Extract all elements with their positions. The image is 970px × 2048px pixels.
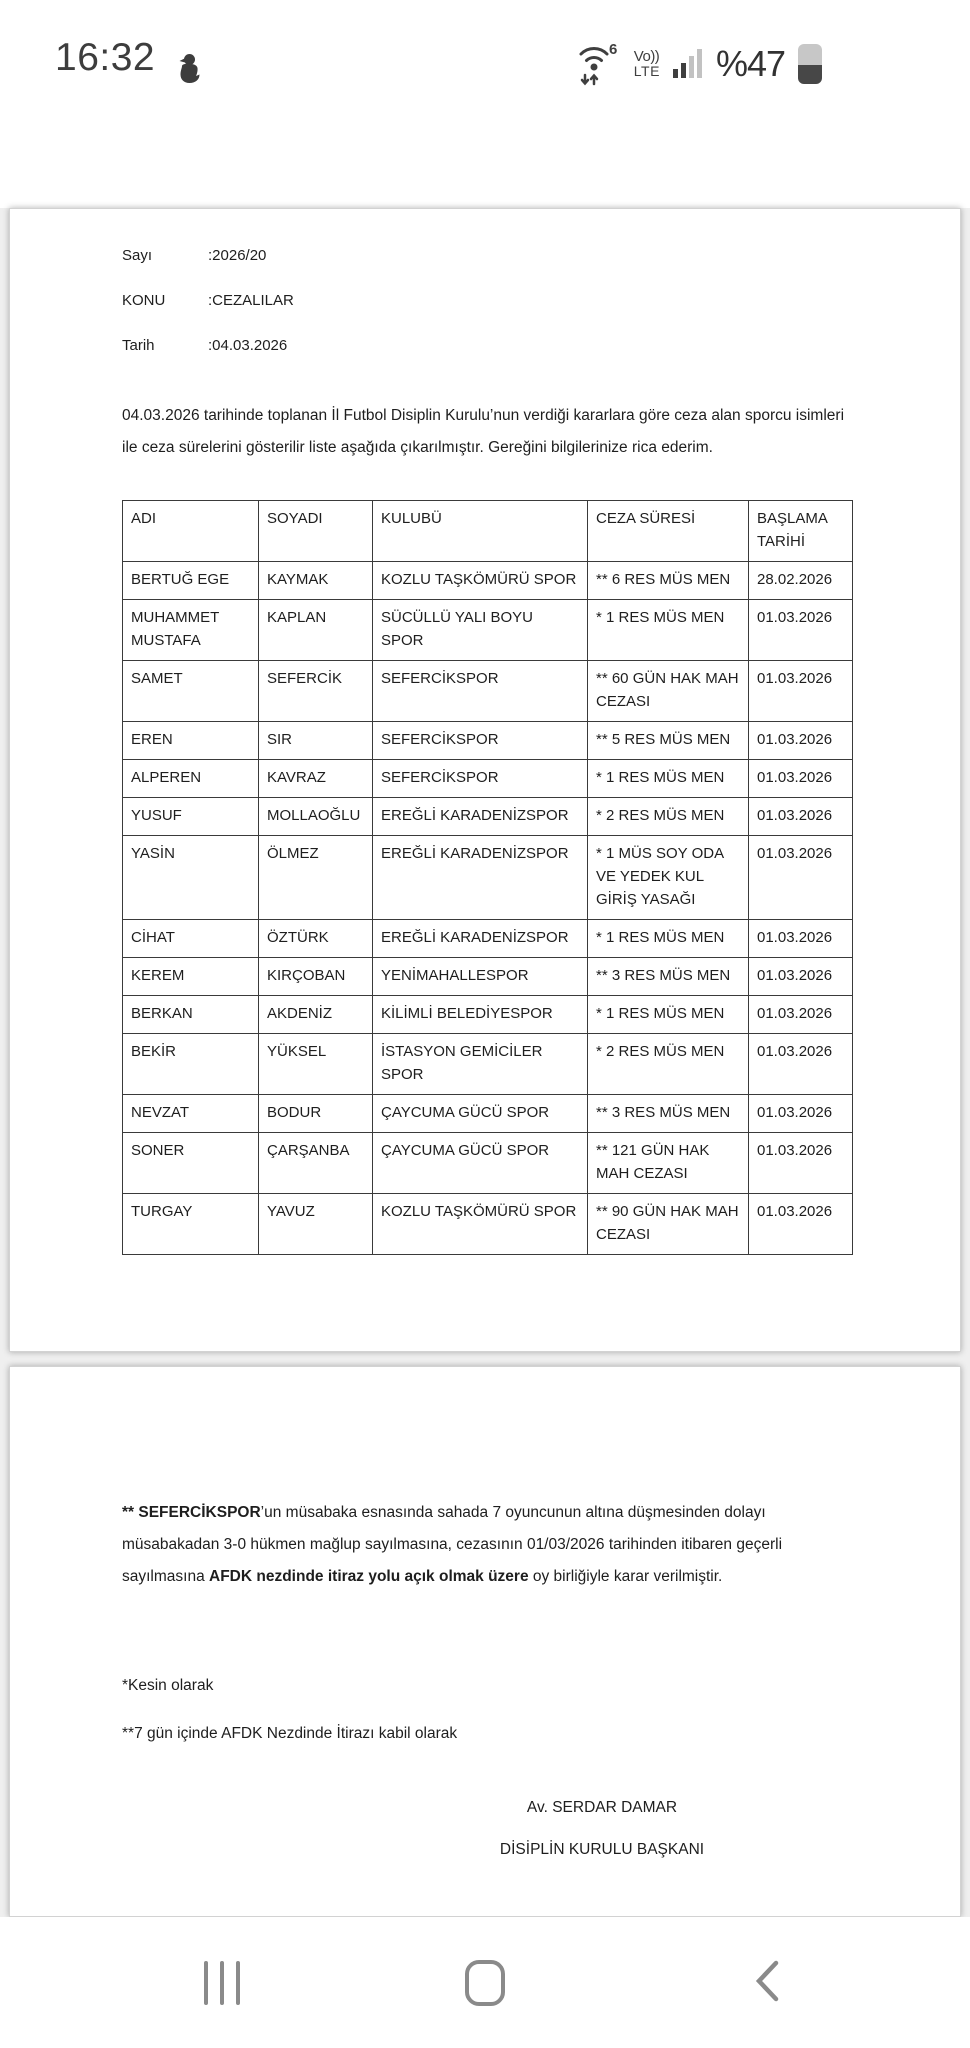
table-cell: * 2 RES MÜS MEN <box>588 798 749 836</box>
table-row <box>123 661 853 722</box>
table-cell: KEREM <box>123 958 259 996</box>
table-cell: BERKAN <box>123 996 259 1034</box>
signature-block <box>422 1799 782 1859</box>
table-row <box>123 1034 853 1095</box>
home-icon <box>465 1960 505 2006</box>
meta-row-konu <box>122 278 856 323</box>
table-cell: İSTASYON GEMİCİLER SPOR <box>373 1034 588 1095</box>
table-cell: BODUR <box>259 1095 373 1133</box>
table-cell: 01.03.2026 <box>749 661 853 722</box>
svg-text:6: 6 <box>608 40 618 58</box>
intro-paragraph: 04.03.2026 tarihinde toplanan İl Futbol Disiplin Kurulu’nun verdiği kararlara göre ceza alan sporcu isimleri ile ceza sürelerini gösterilir liste aşağıda çıkarılmıştır. Gereğini bilgilerinize rica ederim. <box>122 407 845 456</box>
table-cell: SAMET <box>123 661 259 722</box>
note-text-1: ’un müsabaka esnasında sahada 7 oyuncunun altına düşmesinden dolayı müsabakadan 3-0 hükmen mağlup sayılmasına, cezasının 01/03/2026 tarihinden itibaren geçerli sayılmasına <box>122 1504 783 1585</box>
table-cell: KAYMAK <box>259 562 373 600</box>
table-cell: 01.03.2026 <box>749 1194 853 1255</box>
table-header-row <box>123 501 853 562</box>
meta-label: KONU <box>122 292 166 309</box>
table-cell: YENİMAHALLESPOR <box>373 958 588 996</box>
table-row <box>123 836 853 920</box>
table-cell: 01.03.2026 <box>749 1133 853 1194</box>
signature-name: Av. SERDAR DAMAR <box>526 1799 678 1816</box>
table-row <box>123 958 853 996</box>
table-cell: ÇAYCUMA GÜCÜ SPOR <box>373 1095 588 1133</box>
meta-value: :CEZALILAR <box>208 292 294 309</box>
table-cell: MOLLAOĞLU <box>259 798 373 836</box>
table-cell: 01.03.2026 <box>749 798 853 836</box>
table-cell: ** 3 RES MÜS MEN <box>588 958 749 996</box>
col-header-kulubu: KULUBÜ <box>373 501 588 562</box>
table-cell: ** 90 GÜN HAK MAH CEZASI <box>588 1194 749 1255</box>
table-cell: SEFERCİK <box>259 661 373 722</box>
note-text-2: oy birliğiyle karar verilmiştir. <box>528 1568 723 1585</box>
table-cell: TURGAY <box>123 1194 259 1255</box>
back-button[interactable] <box>739 1955 795 2011</box>
meta-value: :04.03.2026 <box>208 337 288 354</box>
battery-icon <box>798 44 822 84</box>
table-row <box>123 1133 853 1194</box>
table-cell: KİLİMLİ BELEDİYESPOR <box>373 996 588 1034</box>
table-cell: SEFERCİKSPOR <box>373 661 588 722</box>
table-cell: 01.03.2026 <box>749 1095 853 1133</box>
table-cell: SEFERCİKSPOR <box>373 760 588 798</box>
table-row <box>123 760 853 798</box>
recents-button[interactable] <box>194 1955 250 2011</box>
status-bar <box>0 0 970 110</box>
col-header-adi: ADI <box>123 501 259 562</box>
table-cell: 01.03.2026 <box>749 1034 853 1095</box>
meta-label: Sayı <box>122 247 153 264</box>
duck-notification-icon <box>176 52 202 89</box>
signature-title: DİSİPLİN KURULU BAŞKANI <box>499 1841 705 1858</box>
table-cell: BEKİR <box>123 1034 259 1095</box>
table-cell: KAPLAN <box>259 600 373 661</box>
home-button[interactable] <box>457 1955 513 2011</box>
table-cell: KOZLU TAŞKÖMÜRÜ SPOR <box>373 1194 588 1255</box>
wifi6-icon <box>577 38 621 91</box>
document-page-2 <box>9 1366 961 1917</box>
pdf-viewer[interactable] <box>0 208 970 1917</box>
battery-percent: %47 <box>715 43 785 84</box>
meta-row-tarih <box>122 323 856 368</box>
note-bold-club: ** SEFERCİKSPOR <box>122 1504 261 1521</box>
table-cell: MUHAMMET MUSTAFA <box>123 600 259 661</box>
table-cell: EREĞLİ KARADENİZSPOR <box>373 836 588 920</box>
table-cell: EREN <box>123 722 259 760</box>
document-meta <box>122 233 856 368</box>
recents-icon <box>204 1961 240 2005</box>
penalty-table <box>122 500 853 1255</box>
table-cell: SIR <box>259 722 373 760</box>
table-cell: 01.03.2026 <box>749 600 853 661</box>
table-cell: * 1 RES MÜS MEN <box>588 760 749 798</box>
meta-value: :2026/20 <box>208 247 267 264</box>
table-cell: 01.03.2026 <box>749 996 853 1034</box>
table-cell: ** 5 RES MÜS MEN <box>588 722 749 760</box>
decision-note <box>122 1497 856 1593</box>
table-cell: ** 3 RES MÜS MEN <box>588 1095 749 1133</box>
table-cell: ** 60 GÜN HAK MAH CEZASI <box>588 661 749 722</box>
meta-row-sayi <box>122 233 856 278</box>
note-bold-afdk: AFDK nezdinde itiraz yolu açık olmak üzere <box>209 1568 529 1585</box>
meta-label: Tarih <box>122 337 155 354</box>
table-cell: EREĞLİ KARADENİZSPOR <box>373 920 588 958</box>
back-icon <box>753 1957 781 2010</box>
col-header-ceza-suresi: CEZA SÜRESİ <box>588 501 749 562</box>
table-cell: * 1 RES MÜS MEN <box>588 996 749 1034</box>
table-cell: KAVRAZ <box>259 760 373 798</box>
table-cell: * 1 RES MÜS MEN <box>588 920 749 958</box>
table-cell: * 1 RES MÜS MEN <box>588 600 749 661</box>
table-cell: KOZLU TAŞKÖMÜRÜ SPOR <box>373 562 588 600</box>
table-cell: ÇAYCUMA GÜCÜ SPOR <box>373 1133 588 1194</box>
table-cell: * 1 MÜS SOY ODA VE YEDEK KUL GİRİŞ YASAĞI <box>588 836 749 920</box>
table-cell: ÖLMEZ <box>259 836 373 920</box>
navigation-bar <box>0 1917 970 2048</box>
table-row <box>123 1194 853 1255</box>
table-cell: SEFERCİKSPOR <box>373 722 588 760</box>
table-cell: ÖZTÜRK <box>259 920 373 958</box>
table-cell: KIRÇOBAN <box>259 958 373 996</box>
col-header-baslama-tarihi: BAŞLAMA TARİHİ <box>749 501 853 562</box>
table-cell: ALPEREN <box>123 760 259 798</box>
document-page-1 <box>9 208 961 1352</box>
table-cell: * 2 RES MÜS MEN <box>588 1034 749 1095</box>
volte-icon: Vo)) LTE <box>633 48 660 79</box>
table-row <box>123 798 853 836</box>
table-cell: 28.02.2026 <box>749 562 853 600</box>
table-row <box>123 600 853 661</box>
table-row <box>123 920 853 958</box>
table-cell: AKDENİZ <box>259 996 373 1034</box>
col-header-soyadi: SOYADI <box>259 501 373 562</box>
table-row <box>123 996 853 1034</box>
table-cell: NEVZAT <box>123 1095 259 1133</box>
table-cell: 01.03.2026 <box>749 958 853 996</box>
footnote-itiraz: **7 gün içinde AFDK Nezdinde İtirazı kabil olarak <box>122 1725 458 1742</box>
table-cell: YUSUF <box>123 798 259 836</box>
table-cell: ** 6 RES MÜS MEN <box>588 562 749 600</box>
table-row <box>123 1095 853 1133</box>
table-cell: YASİN <box>123 836 259 920</box>
table-cell: SÜCÜLLÜ YALI BOYU SPOR <box>373 600 588 661</box>
footnote-kesin: *Kesin olarak <box>122 1677 214 1694</box>
table-cell: ** 121 GÜN HAK MAH CEZASI <box>588 1133 749 1194</box>
table-cell: EREĞLİ KARADENİZSPOR <box>373 798 588 836</box>
table-cell: 01.03.2026 <box>749 760 853 798</box>
table-row <box>123 562 853 600</box>
table-cell: YÜKSEL <box>259 1034 373 1095</box>
signal-strength-icon <box>673 45 703 84</box>
table-cell: SONER <box>123 1133 259 1194</box>
table-cell: BERTUĞ EGE <box>123 562 259 600</box>
table-cell: 01.03.2026 <box>749 722 853 760</box>
clock: 16:32 <box>55 36 156 79</box>
table-cell: 01.03.2026 <box>749 836 853 920</box>
table-row <box>123 722 853 760</box>
table-cell: 01.03.2026 <box>749 920 853 958</box>
table-cell: CİHAT <box>123 920 259 958</box>
table-cell: YAVUZ <box>259 1194 373 1255</box>
penalty-table-body <box>123 562 853 1255</box>
table-cell: ÇARŞANBA <box>259 1133 373 1194</box>
